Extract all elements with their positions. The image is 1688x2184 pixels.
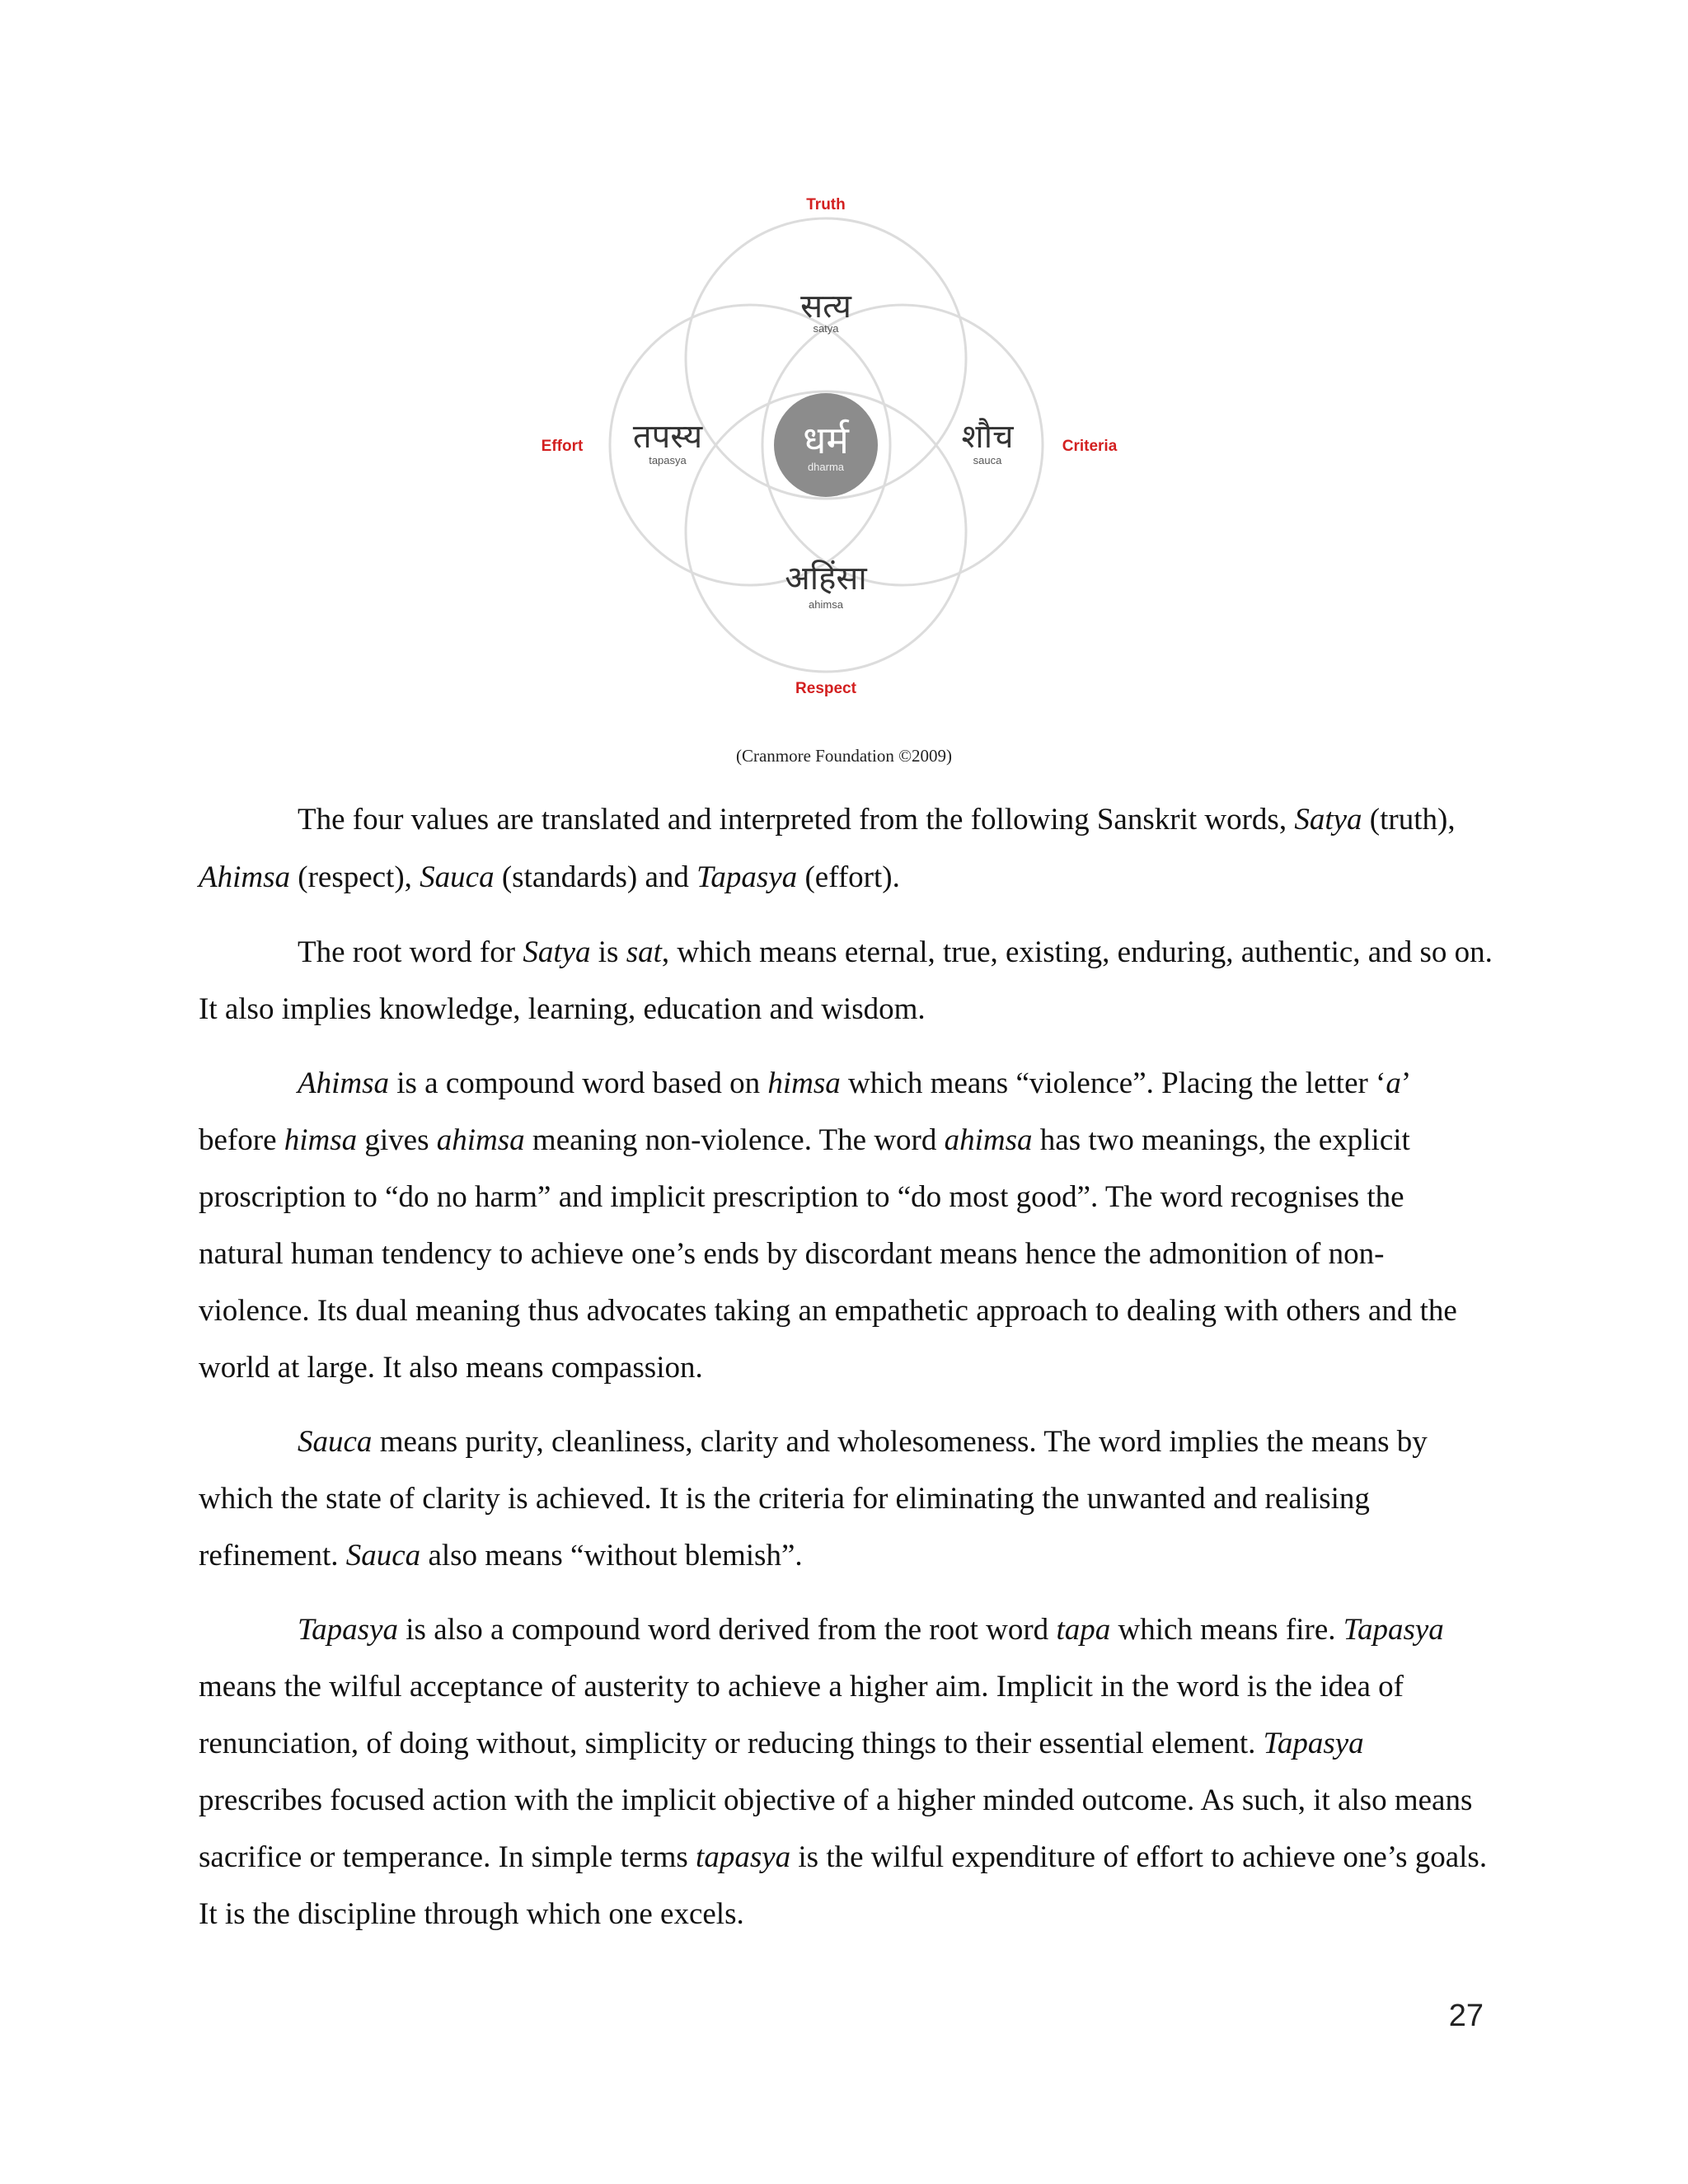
text-run: is a compound word based on [389,1066,768,1100]
label-effort: Effort [541,438,584,455]
node-top-devanagari: सत्य [800,288,851,326]
node-bottom-devanagari: अहिंसा [785,560,867,598]
text-run: meaning non-violence. The word [524,1123,945,1157]
italic-term: himsa [284,1123,358,1157]
text-run: The four values are translated and interpreted from the following Sanskrit words, [298,803,1295,837]
text-run: is also a compound word derived from the root word [398,1613,1057,1647]
text-run: (truth), [1362,803,1456,837]
label-truth: Truth [806,196,846,213]
paragraph-four-values [199,791,1493,907]
italic-term: Sauca [298,1425,373,1459]
label-respect: Respect [795,680,856,697]
italic-term: sat [626,935,662,969]
italic-term: Tapasya [1263,1727,1364,1760]
text-run: means purity, cleanliness, clarity and wholesomeness. The word implies the means by which the state of clarity is achieved. It is the criteria for eliminating the unwanted and realising refinement. [199,1425,1428,1572]
page-number: 27 [1448,1999,1484,2033]
paragraph-ahimsa [199,1055,1493,1396]
paragraph-sauca [199,1413,1493,1584]
text-run: (effort). [797,860,900,894]
text-run: (respect), [290,860,420,894]
italic-term: ahimsa [436,1123,525,1157]
italic-term: Tapasya [298,1613,399,1647]
body-text [199,791,1493,1960]
italic-term: Ahimsa [199,860,290,894]
figure-caption: (Cranmore Foundation ©2009) [735,746,953,766]
text-run: is [590,935,626,969]
italic-term: Sauca [420,860,495,894]
italic-term: tapasya [696,1840,791,1874]
text-run: has two meanings, the explicit proscription to “do no harm” and implicit prescription to “do most good”. The word recognises the natural human tendency to achieve one’s ends by discordant means hence the admonition of non-violence. Its dual meaning thus advocates taking an empathetic approach to dealing with others and the world at large. It also means compassion. [199,1123,1457,1385]
label-criteria: Criteria [1062,438,1118,455]
node-top-roman: satya [813,322,839,335]
node-right-devanagari: शौच [961,418,1014,456]
italic-term: Satya [523,935,591,969]
paragraph-satya [199,924,1493,1038]
venn-svg [528,185,1162,717]
italic-term: Sauca [345,1539,421,1572]
text-run: The root word for [298,935,523,969]
text-run: means the wilful acceptance of austerity to achieve a higher aim. Implicit in the word is the idea of renunciation, of doing without, simplicity or reducing things to their essential element. [199,1670,1404,1760]
italic-term: ahimsa [944,1123,1033,1157]
node-left-devanagari: तपस्य [632,418,703,456]
node-left-roman: tapasya [649,454,687,466]
italic-term: Ahimsa [298,1066,389,1100]
text-run: (standards) and [494,860,697,894]
text-run: which means fire. [1110,1613,1343,1647]
text-run: also means “without blemish”. [420,1539,803,1572]
italic-term: Tapasya [696,860,798,894]
italic-term: Tapasya [1343,1613,1444,1647]
paragraph-tapasya [199,1601,1493,1943]
italic-term: a [1386,1066,1401,1100]
center-roman: dharma [807,461,845,473]
dharma-venn-diagram [528,185,1162,717]
text-run: , which means eternal, true, existing, enduring, authentic, and so on. It also implies knowledge, learning, education and wisdom. [199,935,1493,1026]
text-run: gives [357,1123,437,1157]
italic-term: Satya [1294,803,1362,837]
text-run: ’ before [199,1066,1409,1157]
italic-term: himsa [767,1066,841,1100]
center-devanagari: धर्म [803,418,849,462]
text-run: which means “violence”. Placing the letter ‘ [840,1066,1386,1100]
text-run: is the wilful expenditure of effort to achieve one’s goals. It is the discipline through which one excels. [199,1840,1488,1931]
node-right-roman: sauca [973,454,1002,466]
text-run: prescribes focused action with the implicit objective of a higher minded outcome. As such, it also means sacrifice or temperance. In simple terms [199,1783,1473,1874]
node-bottom-roman: ahimsa [809,598,843,611]
italic-term: tapa [1056,1613,1111,1647]
